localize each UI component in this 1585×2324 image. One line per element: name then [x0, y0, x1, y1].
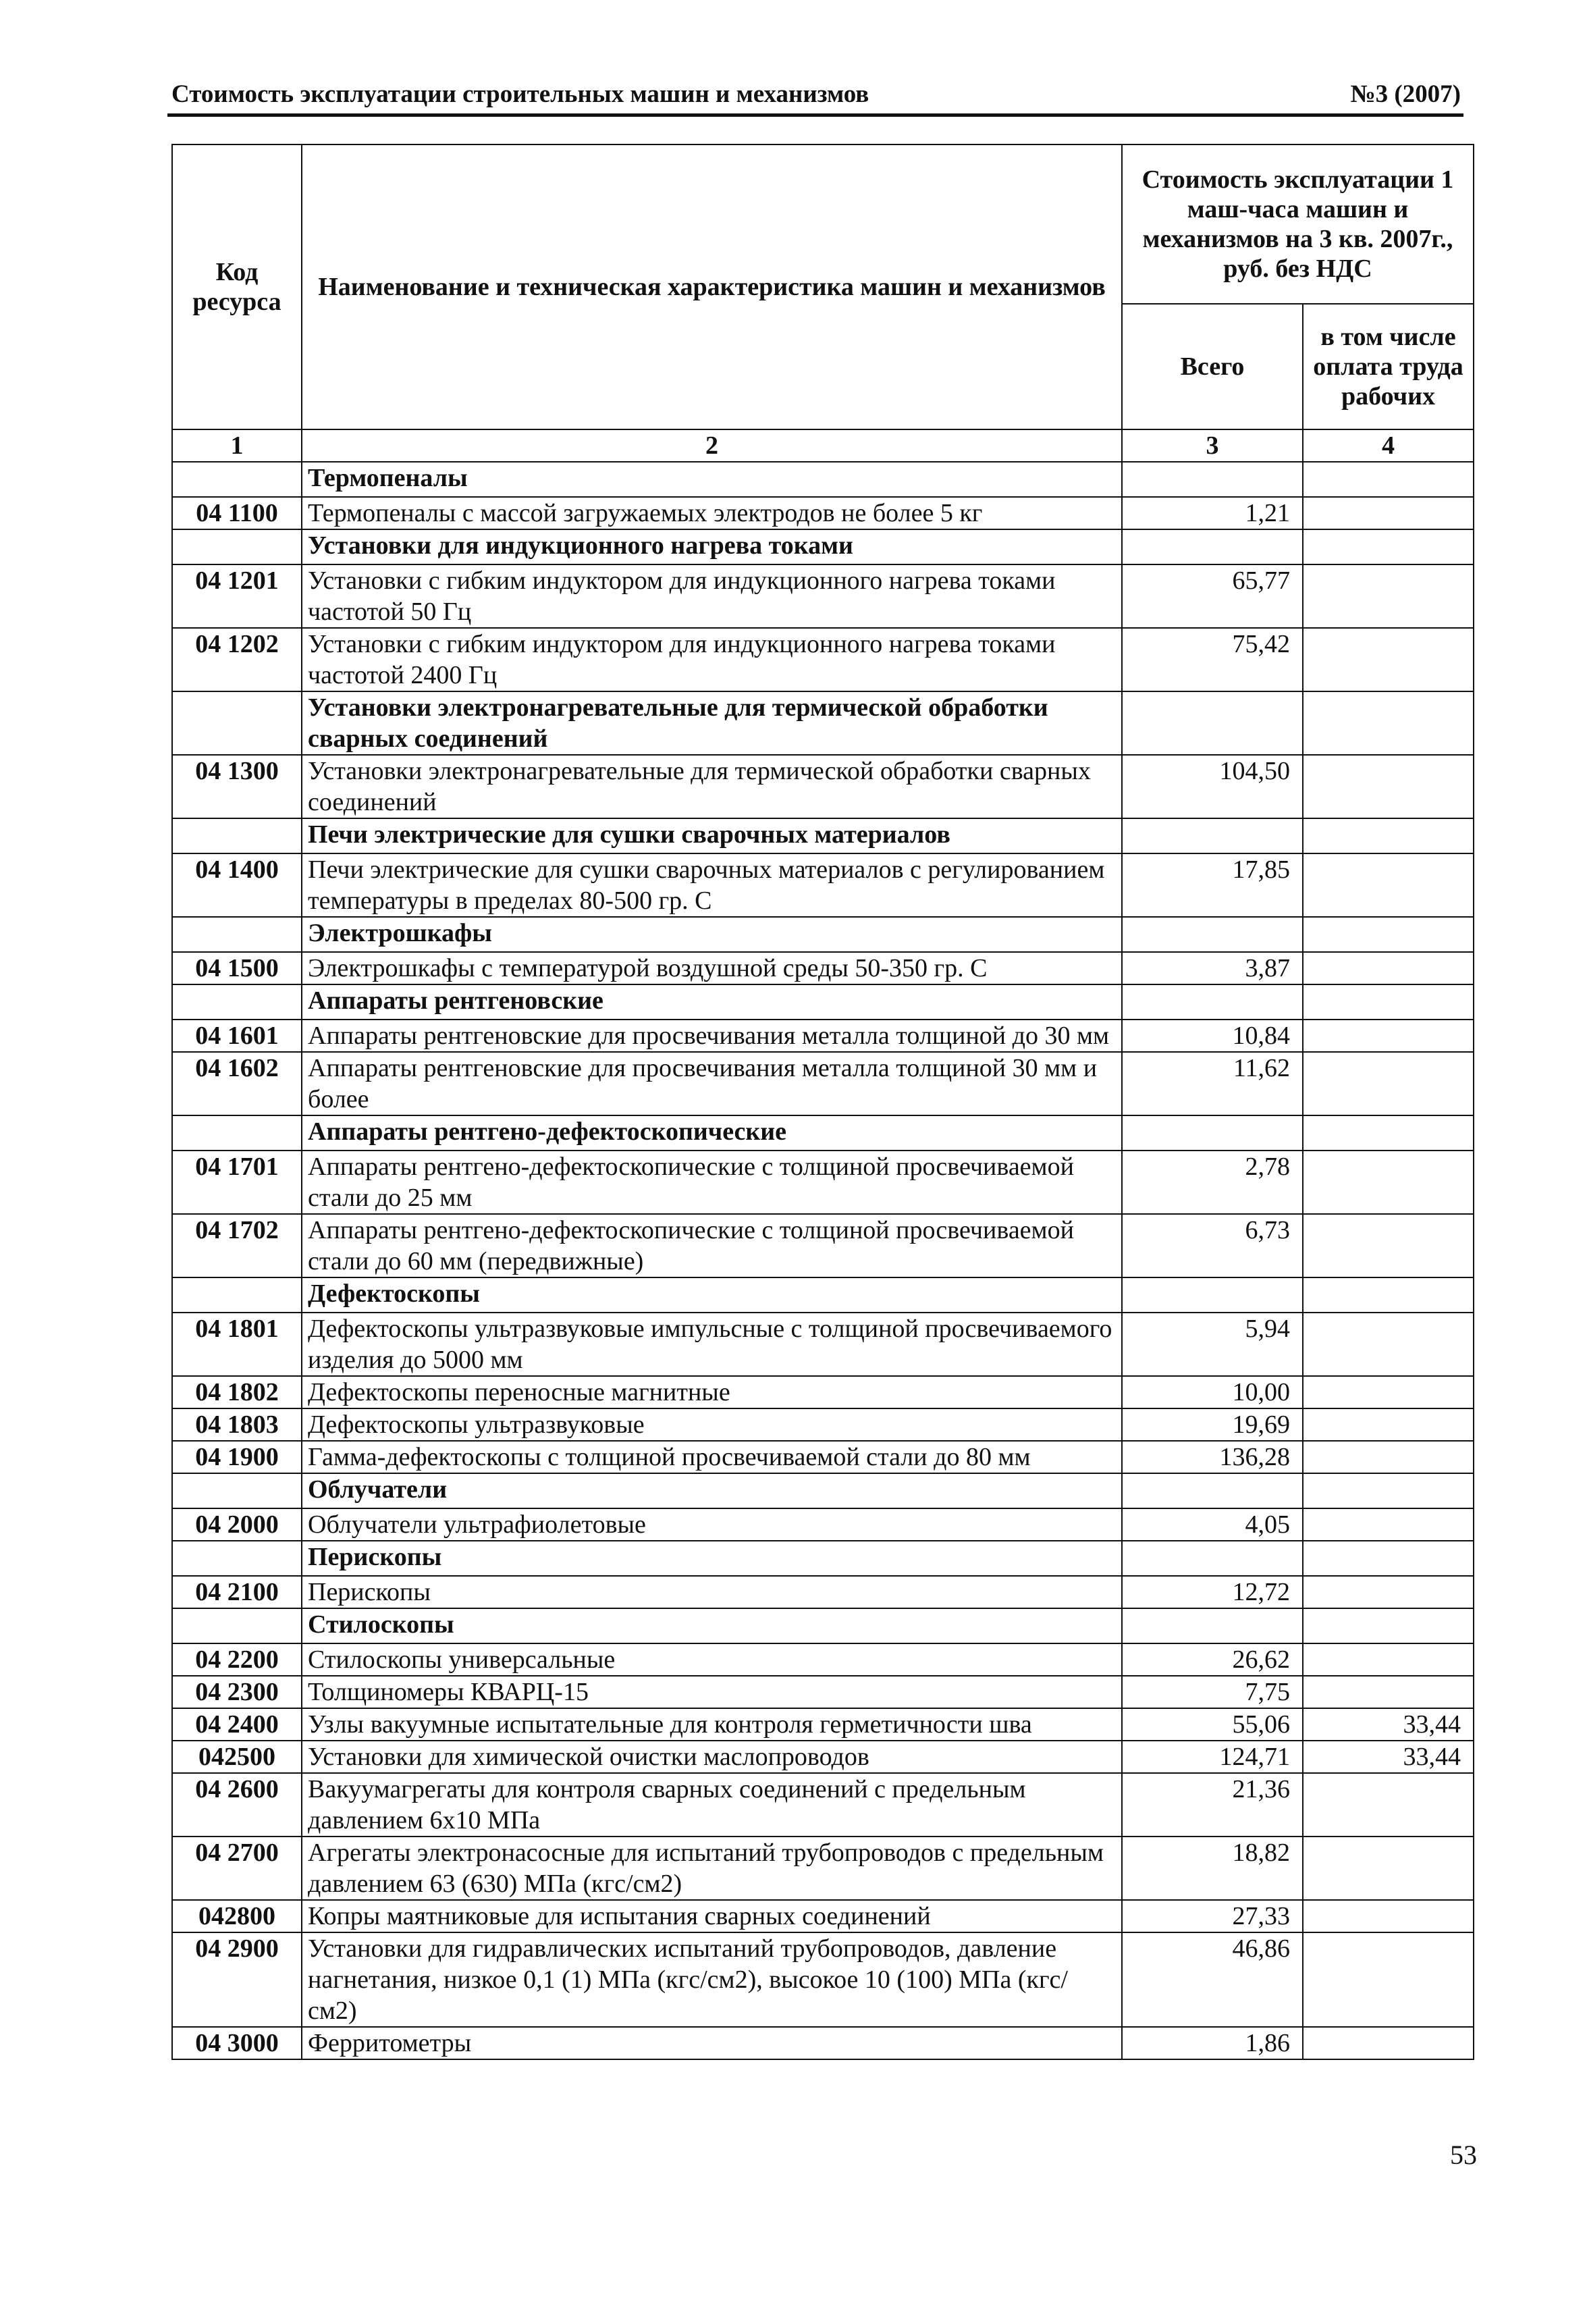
- section-row: [172, 691, 1474, 755]
- cost-total: 12,72: [1122, 1576, 1303, 1608]
- document-title: Стоимость эксплуатации строительных машин и механизмов: [171, 80, 869, 108]
- section-title: Стилоскопы: [302, 1608, 1122, 1643]
- table-row: [172, 1441, 1474, 1473]
- header-labor: в том числе оплата труда рабочих: [1303, 304, 1474, 429]
- resource-code: 04 1400: [172, 853, 302, 917]
- item-name: Перископы: [302, 1576, 1122, 1608]
- resource-code: 04 1701: [172, 1151, 302, 1214]
- cost-labor: [1303, 1151, 1474, 1214]
- cost-labor: [1303, 1115, 1474, 1151]
- cost-labor: [1303, 1376, 1474, 1408]
- table-row: [172, 1708, 1474, 1741]
- cost-labor: [1303, 1932, 1474, 2027]
- cost-total: 11,62: [1122, 1052, 1303, 1115]
- resource-code: [172, 984, 302, 1020]
- section-title: Установки электронагревательные для термической обработки сварных соединений: [302, 691, 1122, 755]
- cost-labor: [1303, 1214, 1474, 1277]
- cost-total: 6,73: [1122, 1214, 1303, 1277]
- column-number: 3: [1122, 429, 1303, 462]
- cost-total: 104,50: [1122, 755, 1303, 818]
- resource-code: 042500: [172, 1741, 302, 1773]
- table-row: [172, 564, 1474, 628]
- table-row: [172, 1408, 1474, 1441]
- cost-labor: [1303, 1473, 1474, 1508]
- cost-labor: [1303, 1643, 1474, 1676]
- table-row: [172, 1773, 1474, 1837]
- table-row: [172, 1313, 1474, 1376]
- cost-total: 136,28: [1122, 1441, 1303, 1473]
- cost-labor: [1303, 1313, 1474, 1376]
- resource-code: 04 2700: [172, 1837, 302, 1900]
- cost-total: 46,86: [1122, 1932, 1303, 2027]
- cost-labor: [1303, 1773, 1474, 1837]
- cost-labor: [1303, 628, 1474, 691]
- cost-labor: [1303, 1900, 1474, 1932]
- cost-labor: [1303, 1608, 1474, 1643]
- column-number: 1: [172, 429, 302, 462]
- resource-code: 042800: [172, 1900, 302, 1932]
- item-name: Электрошкафы с температурой воздушной среды 50-350 гр. С: [302, 952, 1122, 984]
- section-title: Печи электрические для сушки сварочных материалов: [302, 818, 1122, 853]
- table-row: [172, 952, 1474, 984]
- resource-code: 04 1702: [172, 1214, 302, 1277]
- resource-code: 04 2300: [172, 1676, 302, 1708]
- cost-labor: [1303, 984, 1474, 1020]
- cost-total: 19,69: [1122, 1408, 1303, 1441]
- table-row: [172, 1741, 1474, 1773]
- item-name: Установки электронагревательные для термической обработки сварных соединений: [302, 755, 1122, 818]
- item-name: Установки для гидравлических испытаний трубопроводов, давление нагнетания, низкое 0,1 (1) МПа (кгс/см2), высокое 10 (100) МПа (кгс/см2): [302, 1932, 1122, 2027]
- cost-total: 26,62: [1122, 1643, 1303, 1676]
- cost-labor: [1303, 564, 1474, 628]
- resource-code: 04 1300: [172, 755, 302, 818]
- cost-total: 5,94: [1122, 1313, 1303, 1376]
- cost-labor: [1303, 529, 1474, 564]
- cost-labor: [1303, 1441, 1474, 1473]
- section-title: Установки для индукционного нагрева токами: [302, 529, 1122, 564]
- table-row: [172, 1932, 1474, 2027]
- cost-labor: [1303, 1277, 1474, 1313]
- cost-total: [1122, 691, 1303, 755]
- cost-labor: [1303, 853, 1474, 917]
- cost-labor: [1303, 818, 1474, 853]
- table-row: [172, 1508, 1474, 1541]
- resource-code: [172, 1473, 302, 1508]
- section-title: Аппараты рентгеновские: [302, 984, 1122, 1020]
- cost-total: 17,85: [1122, 853, 1303, 917]
- section-row: [172, 1608, 1474, 1643]
- table-row: [172, 1052, 1474, 1115]
- resource-code: 04 1803: [172, 1408, 302, 1441]
- table-row: [172, 755, 1474, 818]
- cost-total: 75,42: [1122, 628, 1303, 691]
- section-title: Электрошкафы: [302, 917, 1122, 952]
- section-title: Дефектоскопы: [302, 1277, 1122, 1313]
- resource-code: 04 3000: [172, 2027, 302, 2059]
- resource-code: 04 2100: [172, 1576, 302, 1608]
- cost-total: [1122, 1277, 1303, 1313]
- item-name: Узлы вакуумные испытательные для контроля герметичности шва: [302, 1708, 1122, 1741]
- item-name: Установки с гибким индуктором для индукционного нагрева токами частотой 2400 Гц: [302, 628, 1122, 691]
- table-body: [172, 462, 1474, 2059]
- cost-total: 7,75: [1122, 1676, 1303, 1708]
- header-name: Наименование и техническая характеристика машин и механизмов: [302, 144, 1122, 429]
- cost-labor: [1303, 497, 1474, 529]
- cost-labor: [1303, 1508, 1474, 1541]
- table-row: [172, 1151, 1474, 1214]
- item-name: Копры маятниковые для испытания сварных соединений: [302, 1900, 1122, 1932]
- table-row: [172, 1643, 1474, 1676]
- section-title: Термопеналы: [302, 462, 1122, 497]
- table-row: [172, 2027, 1474, 2059]
- item-name: Аппараты рентгеновские для просвечивания металла толщиной 30 мм и более: [302, 1052, 1122, 1115]
- cost-labor: [1303, 2027, 1474, 2059]
- cost-labor: [1303, 755, 1474, 818]
- table-row: [172, 1576, 1474, 1608]
- cost-labor: [1303, 462, 1474, 497]
- cost-total: [1122, 984, 1303, 1020]
- cost-total: 1,86: [1122, 2027, 1303, 2059]
- cost-total: [1122, 818, 1303, 853]
- cost-labor: [1303, 1576, 1474, 1608]
- section-row: [172, 462, 1474, 497]
- page-header: [167, 80, 1463, 117]
- section-row: [172, 1541, 1474, 1576]
- section-title: Перископы: [302, 1541, 1122, 1576]
- table-row: [172, 853, 1474, 917]
- cost-total: 65,77: [1122, 564, 1303, 628]
- resource-code: [172, 691, 302, 755]
- section-row: [172, 917, 1474, 952]
- resource-code: 04 2200: [172, 1643, 302, 1676]
- cost-total: 1,21: [1122, 497, 1303, 529]
- item-name: Аппараты рентгено-дефектоскопические с толщиной просвечиваемой стали до 60 мм (передвижные): [302, 1214, 1122, 1277]
- resource-code: 04 1601: [172, 1020, 302, 1052]
- cost-labor: [1303, 917, 1474, 952]
- section-title: Аппараты рентгено-дефектоскопические: [302, 1115, 1122, 1151]
- cost-total: 4,05: [1122, 1508, 1303, 1541]
- cost-total: [1122, 529, 1303, 564]
- column-number: 2: [302, 429, 1122, 462]
- page-number: 53: [1450, 2140, 1477, 2170]
- resource-code: 04 1900: [172, 1441, 302, 1473]
- item-name: Гамма-дефектоскопы с толщиной просвечиваемой стали до 80 мм: [302, 1441, 1122, 1473]
- table-row: [172, 1676, 1474, 1708]
- cost-total: 10,84: [1122, 1020, 1303, 1052]
- resource-code: 04 1802: [172, 1376, 302, 1408]
- resource-code: 04 2000: [172, 1508, 302, 1541]
- item-name: Вакуумагрегаты для контроля сварных соединений с предельным давлением 6х10 МПа: [302, 1773, 1122, 1837]
- cost-total: [1122, 1608, 1303, 1643]
- resource-code: [172, 1608, 302, 1643]
- resource-code: [172, 1115, 302, 1151]
- resource-code: 04 1500: [172, 952, 302, 984]
- table-row: [172, 1837, 1474, 1900]
- section-row: [172, 1277, 1474, 1313]
- item-name: Печи электрические для сушки сварочных материалов с регулированием температуры в пределах 80-500 гр. С: [302, 853, 1122, 917]
- column-number: 4: [1303, 429, 1474, 462]
- issue-number: №3 (2007): [1350, 80, 1461, 108]
- cost-total: 21,36: [1122, 1773, 1303, 1837]
- section-row: [172, 529, 1474, 564]
- item-name: Установки с гибким индуктором для индукционного нагрева токами частотой 50 Гц: [302, 564, 1122, 628]
- header-cost: Стоимость эксплуатации 1 маш-часа машин и механизмов на 3 кв. 2007г., руб. без НДС: [1122, 144, 1474, 304]
- section-row: [172, 1115, 1474, 1151]
- cost-labor: [1303, 952, 1474, 984]
- cost-total: 2,78: [1122, 1151, 1303, 1214]
- table-row: [172, 1020, 1474, 1052]
- cost-total: [1122, 1541, 1303, 1576]
- item-name: Установки для химической очистки маслопроводов: [302, 1741, 1122, 1773]
- resource-code: [172, 529, 302, 564]
- resource-code: 04 2400: [172, 1708, 302, 1741]
- cost-total: [1122, 917, 1303, 952]
- cost-total: 10,00: [1122, 1376, 1303, 1408]
- table-row: [172, 1900, 1474, 1932]
- table-row: [172, 497, 1474, 529]
- resource-code: 04 2900: [172, 1932, 302, 2027]
- item-name: Аппараты рентгено-дефектоскопические с толщиной просвечиваемой стали до 25 мм: [302, 1151, 1122, 1214]
- resource-code: 04 1201: [172, 564, 302, 628]
- resource-code: [172, 1277, 302, 1313]
- cost-labor: 33,44: [1303, 1708, 1474, 1741]
- resource-code: [172, 462, 302, 497]
- cost-total: 18,82: [1122, 1837, 1303, 1900]
- cost-labor: [1303, 1541, 1474, 1576]
- table-row: [172, 628, 1474, 691]
- cost-total: 3,87: [1122, 952, 1303, 984]
- resource-code: 04 1801: [172, 1313, 302, 1376]
- cost-total: 27,33: [1122, 1900, 1303, 1932]
- item-name: Дефектоскопы переносные магнитные: [302, 1376, 1122, 1408]
- cost-total: [1122, 1473, 1303, 1508]
- header-total: Всего: [1122, 304, 1303, 429]
- table-row: [172, 1214, 1474, 1277]
- resource-code: 04 1100: [172, 497, 302, 529]
- section-row: [172, 818, 1474, 853]
- cost-total: 124,71: [1122, 1741, 1303, 1773]
- item-name: Термопеналы с массой загружаемых электродов не более 5 кг: [302, 497, 1122, 529]
- cost-labor: [1303, 1020, 1474, 1052]
- table-row: [172, 1376, 1474, 1408]
- item-name: Аппараты рентгеновские для просвечивания металла толщиной до 30 мм: [302, 1020, 1122, 1052]
- cost-labor: [1303, 691, 1474, 755]
- section-row: [172, 1473, 1474, 1508]
- item-name: Облучатели ультрафиолетовые: [302, 1508, 1122, 1541]
- item-name: Ферритометры: [302, 2027, 1122, 2059]
- resource-code: [172, 917, 302, 952]
- resource-code: 04 1202: [172, 628, 302, 691]
- cost-labor: [1303, 1676, 1474, 1708]
- resource-code: [172, 818, 302, 853]
- resource-code: 04 2600: [172, 1773, 302, 1837]
- resource-code: [172, 1541, 302, 1576]
- column-number-row: [172, 429, 1474, 462]
- item-name: Дефектоскопы ультразвуковые: [302, 1408, 1122, 1441]
- cost-labor: 33,44: [1303, 1741, 1474, 1773]
- cost-total: 55,06: [1122, 1708, 1303, 1741]
- cost-labor: [1303, 1052, 1474, 1115]
- header-code: Код ресурса: [172, 144, 302, 429]
- cost-total: [1122, 462, 1303, 497]
- section-title: Облучатели: [302, 1473, 1122, 1508]
- item-name: Агрегаты электронасосные для испытаний трубопроводов с предельным давлением 63 (630) МПа (кгс/см2): [302, 1837, 1122, 1900]
- section-row: [172, 984, 1474, 1020]
- item-name: Дефектоскопы ультразвуковые импульсные с толщиной просвечиваемого изделия до 5000 мм: [302, 1313, 1122, 1376]
- cost-total: [1122, 1115, 1303, 1151]
- resource-code: 04 1602: [172, 1052, 302, 1115]
- item-name: Стилоскопы универсальные: [302, 1643, 1122, 1676]
- cost-labor: [1303, 1837, 1474, 1900]
- cost-labor: [1303, 1408, 1474, 1441]
- cost-table: [171, 144, 1474, 2060]
- item-name: Толщиномеры КВАРЦ-15: [302, 1676, 1122, 1708]
